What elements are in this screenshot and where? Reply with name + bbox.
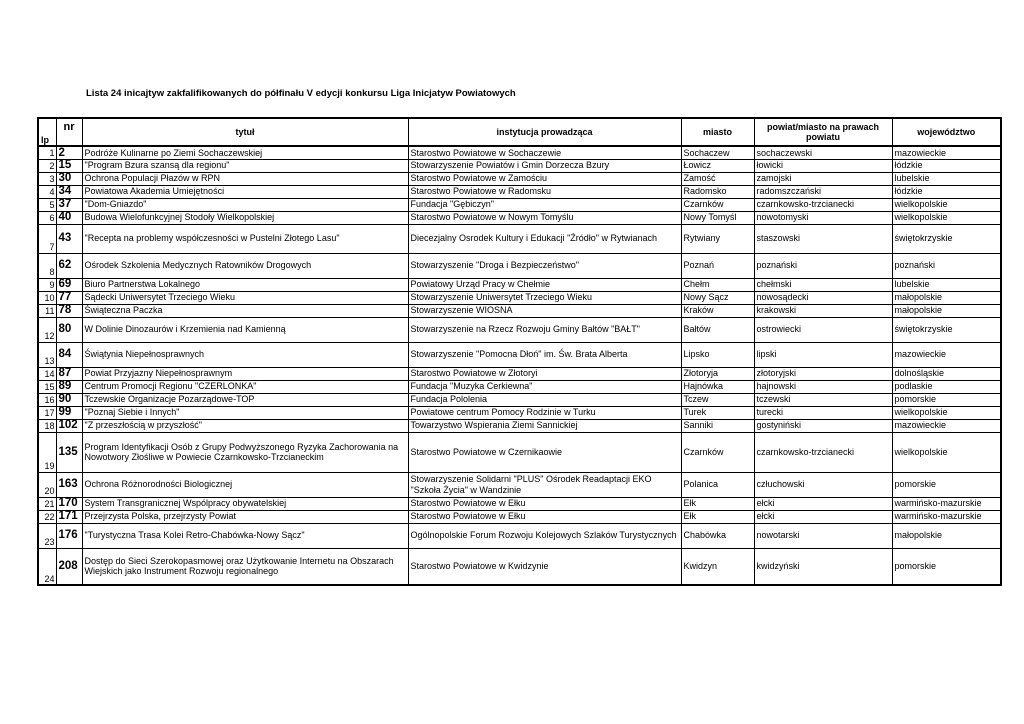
cell-nr: 2 (56, 146, 82, 159)
cell-instytucja: Stowarzyszenie "Droga i Bezpieczeństwo" (408, 253, 681, 278)
cell-instytucja: Ogólnopolskie Forum Rozwoju Kolejowych Szlaków Turystycznych (408, 523, 681, 548)
cell-powiat: nowosądecki (754, 291, 892, 304)
cell-instytucja: Fundacja "Muzyka Cerkiewna" (408, 380, 681, 393)
cell-tytul: Dostęp do Sieci Szerokopasmowej oraz Użytkowanie Internetu na Obszarach Wiejskich jako Instrument Rozwoju regionalnego (82, 548, 408, 585)
cell-lp: 5 (38, 198, 56, 211)
cell-nr: 84 (56, 342, 82, 367)
cell-nr: 99 (56, 406, 82, 419)
cell-instytucja: Stowarzyszenie WIOSNA (408, 304, 681, 317)
semifinal-list-table (37, 117, 1002, 586)
cell-instytucja: Stowarzyszenie "Pomocna Dłoń" im. Św. Brata Alberta (408, 342, 681, 367)
cell-nr: 176 (56, 523, 82, 548)
cell-tytul: Świątynia Niepełnosprawnych (82, 342, 408, 367)
cell-powiat: nowotarski (754, 523, 892, 548)
cell-nr: 43 (56, 224, 82, 253)
cell-instytucja: Starostwo Powiatowe w Złotoryi (408, 367, 681, 380)
cell-wojewodztwo: mazowieckie (892, 342, 1001, 367)
cell-powiat: łowicki (754, 159, 892, 172)
cell-lp: 12 (38, 317, 56, 342)
cell-instytucja: Starostwo Powiatowe w Ełku (408, 510, 681, 523)
cell-lp: 15 (38, 380, 56, 393)
cell-miasto: Zamość (681, 172, 754, 185)
cell-powiat: ełcki (754, 510, 892, 523)
cell-wojewodztwo: pomorskie (892, 393, 1001, 406)
header-miasto: miasto (681, 118, 754, 146)
cell-tytul: Ośrodek Szkolenia Medycznych Ratowników Drogowych (82, 253, 408, 278)
cell-miasto: Łowicz (681, 159, 754, 172)
cell-tytul: Ochrona Populacji Płazów w RPN (82, 172, 408, 185)
cell-miasto: Ełk (681, 497, 754, 510)
cell-nr: 135 (56, 432, 82, 472)
cell-lp: 7 (38, 224, 56, 253)
cell-instytucja: Stowarzyszenie Solidarni "PLUS" Ośrodek Readaptacji EKO "Szkoła Życia" w Wandzinie (408, 472, 681, 497)
cell-powiat: krakowski (754, 304, 892, 317)
cell-nr: 80 (56, 317, 82, 342)
cell-nr: 30 (56, 172, 82, 185)
cell-lp: 22 (38, 510, 56, 523)
cell-miasto: Nowy Sącz (681, 291, 754, 304)
cell-lp: 19 (38, 432, 56, 472)
cell-wojewodztwo: wielkopolskie (892, 432, 1001, 472)
cell-instytucja: Stowarzyszenie Powiatów i Gmin Dorzecza Bzury (408, 159, 681, 172)
cell-nr: 170 (56, 497, 82, 510)
cell-miasto: Rytwiany (681, 224, 754, 253)
cell-wojewodztwo: podlaskie (892, 380, 1001, 393)
cell-wojewodztwo: poznański (892, 253, 1001, 278)
cell-miasto: Hajnówka (681, 380, 754, 393)
cell-nr: 90 (56, 393, 82, 406)
cell-miasto: Lipsko (681, 342, 754, 367)
cell-powiat: chełmski (754, 278, 892, 291)
cell-powiat: zamojski (754, 172, 892, 185)
cell-tytul: Centrum Promocji Regionu "CZERLONKA" (82, 380, 408, 393)
table-row (38, 342, 1001, 367)
cell-tytul: "Turystyczna Trasa Kolei Retro-Chabówka-Nowy Sącz" (82, 523, 408, 548)
cell-tytul: "Z przeszłością w przyszłość" (82, 419, 408, 432)
table-row (38, 224, 1001, 253)
cell-powiat: nowotomyski (754, 211, 892, 224)
cell-powiat: turecki (754, 406, 892, 419)
cell-nr: 15 (56, 159, 82, 172)
cell-wojewodztwo: warmińsko-mazurskie (892, 497, 1001, 510)
cell-instytucja: Starostwo Powiatowe w Nowym Tomyślu (408, 211, 681, 224)
cell-powiat: człuchowski (754, 472, 892, 497)
cell-nr: 37 (56, 198, 82, 211)
cell-wojewodztwo: pomorskie (892, 472, 1001, 497)
cell-wojewodztwo: lubelskie (892, 172, 1001, 185)
cell-tytul: Powiatowa Akademia Umiejętności (82, 185, 408, 198)
cell-miasto: Tczew (681, 393, 754, 406)
table-row (38, 172, 1001, 185)
cell-instytucja: Fundacja "Gębiczyn" (408, 198, 681, 211)
cell-lp: 6 (38, 211, 56, 224)
cell-miasto: Poznań (681, 253, 754, 278)
cell-powiat: hajnowski (754, 380, 892, 393)
cell-lp: 1 (38, 146, 56, 159)
cell-miasto: Chełm (681, 278, 754, 291)
cell-instytucja: Starostwo Powiatowe w Ełku (408, 497, 681, 510)
cell-lp: 17 (38, 406, 56, 419)
cell-miasto: Turek (681, 406, 754, 419)
table-row (38, 432, 1001, 472)
table-row (38, 472, 1001, 497)
cell-miasto: Ełk (681, 510, 754, 523)
table-row (38, 291, 1001, 304)
table-row (38, 523, 1001, 548)
cell-lp: 3 (38, 172, 56, 185)
cell-powiat: lipski (754, 342, 892, 367)
cell-nr: 78 (56, 304, 82, 317)
table-row (38, 367, 1001, 380)
table-row (38, 278, 1001, 291)
cell-tytul: Podróże Kulinarne po Ziemi Sochaczewskiej (82, 146, 408, 159)
cell-powiat: kwidzyński (754, 548, 892, 585)
cell-lp: 9 (38, 278, 56, 291)
cell-powiat: gostyniński (754, 419, 892, 432)
cell-miasto: Kraków (681, 304, 754, 317)
cell-powiat: radomszczański (754, 185, 892, 198)
cell-tytul: Świąteczna Paczka (82, 304, 408, 317)
cell-wojewodztwo: wielkopolskie (892, 198, 1001, 211)
cell-miasto: Złotoryja (681, 367, 754, 380)
table-row (38, 317, 1001, 342)
cell-powiat: złotoryjski (754, 367, 892, 380)
cell-lp: 20 (38, 472, 56, 497)
cell-lp: 8 (38, 253, 56, 278)
cell-wojewodztwo: mazowieckie (892, 419, 1001, 432)
cell-tytul: "Poznaj Siebie i Innych" (82, 406, 408, 419)
cell-tytul: Przejrzysta Polska, przejrzysty Powiat (82, 510, 408, 523)
cell-miasto: Chabówka (681, 523, 754, 548)
cell-miasto: Sochaczew (681, 146, 754, 159)
cell-instytucja: Powiatowy Urząd Pracy w Chełmie (408, 278, 681, 291)
cell-tytul: System Transgranicznej Wspólpracy obywatelskiej (82, 497, 408, 510)
cell-nr: 69 (56, 278, 82, 291)
cell-tytul: "Recepta na problemy współczesności w Pustelni Złotego Lasu" (82, 224, 408, 253)
cell-lp: 16 (38, 393, 56, 406)
cell-tytul: Budowa Wielofunkcyjnej Stodoły Wielkopolskiej (82, 211, 408, 224)
cell-wojewodztwo: łódzkie (892, 159, 1001, 172)
cell-powiat: ełcki (754, 497, 892, 510)
cell-lp: 14 (38, 367, 56, 380)
cell-miasto: Czarnków (681, 198, 754, 211)
cell-miasto: Czarnków (681, 432, 754, 472)
table-row (38, 380, 1001, 393)
table-row (38, 253, 1001, 278)
cell-powiat: ostrowiecki (754, 317, 892, 342)
cell-nr: 87 (56, 367, 82, 380)
table-row (38, 185, 1001, 198)
table-row (38, 406, 1001, 419)
cell-tytul: Biuro Partnerstwa Lokalnego (82, 278, 408, 291)
cell-lp: 11 (38, 304, 56, 317)
cell-tytul: Tczewskie Organizacje Pozarządowe-TOP (82, 393, 408, 406)
header-row (38, 118, 1001, 146)
cell-instytucja: Stowarzyszenie Uniwersytet Trzeciego Wieku (408, 291, 681, 304)
cell-wojewodztwo: warmińsko-mazurskie (892, 510, 1001, 523)
cell-powiat: poznański (754, 253, 892, 278)
table-row (38, 211, 1001, 224)
cell-lp: 21 (38, 497, 56, 510)
cell-tytul: Powiat Przyjazny Niepełnosprawnym (82, 367, 408, 380)
cell-tytul: "Dom-Gniazdo" (82, 198, 408, 211)
header-wojewodztwo: województwo (892, 118, 1001, 146)
cell-wojewodztwo: małopolskie (892, 523, 1001, 548)
cell-nr: 102 (56, 419, 82, 432)
cell-wojewodztwo: małopolskie (892, 304, 1001, 317)
cell-miasto: Polanica (681, 472, 754, 497)
cell-instytucja: Diecezjalny Osrodek Kultury i Edukacji "Źródło" w Rytwianach (408, 224, 681, 253)
header-lp: lp (38, 118, 56, 146)
cell-powiat: sochaczewski (754, 146, 892, 159)
cell-nr: 40 (56, 211, 82, 224)
cell-powiat: czarnkowsko-trzcianecki (754, 198, 892, 211)
cell-instytucja: Towarzystwo Wspierania Ziemi Sannickiej (408, 419, 681, 432)
table-body (38, 146, 1001, 585)
cell-nr: 163 (56, 472, 82, 497)
cell-wojewodztwo: świętokrzyskie (892, 224, 1001, 253)
table-row (38, 198, 1001, 211)
table-row (38, 419, 1001, 432)
cell-wojewodztwo: wielkopolskie (892, 211, 1001, 224)
cell-instytucja: Powiatowe centrum Pomocy Rodzinie w Turku (408, 406, 681, 419)
cell-lp: 18 (38, 419, 56, 432)
cell-powiat: staszowski (754, 224, 892, 253)
cell-wojewodztwo: pomorskie (892, 548, 1001, 585)
cell-nr: 208 (56, 548, 82, 585)
cell-tytul: Sądecki Uniwersytet Trzeciego Wieku (82, 291, 408, 304)
cell-wojewodztwo: małopolskie (892, 291, 1001, 304)
header-tytul: tytuł (82, 118, 408, 146)
cell-tytul: W Dolinie Dinozaurów i Krzemienia nad Kamienną (82, 317, 408, 342)
cell-miasto: Sanniki (681, 419, 754, 432)
cell-instytucja: Starostwo Powiatowe w Radomsku (408, 185, 681, 198)
table-row (38, 497, 1001, 510)
cell-tytul: "Program Bzura szansą dla regionu" (82, 159, 408, 172)
table-row (38, 510, 1001, 523)
cell-wojewodztwo: mazowieckie (892, 146, 1001, 159)
cell-lp: 2 (38, 159, 56, 172)
cell-lp: 23 (38, 523, 56, 548)
cell-miasto: Bałtów (681, 317, 754, 342)
cell-wojewodztwo: wielkopolskie (892, 406, 1001, 419)
cell-tytul: Program Identyfikacji Osób z Grupy Podwyższonego Ryzyka Zachorowania na Nowotwory Złośliwe w Powiecie Czarnkowsko-Trzcianeckim (82, 432, 408, 472)
header-instytucja: instytucja prowadząca (408, 118, 681, 146)
table-row (38, 304, 1001, 317)
cell-lp: 24 (38, 548, 56, 585)
cell-tytul: Ochrona Różnorodności Biologicznej (82, 472, 408, 497)
table-row (38, 146, 1001, 159)
cell-nr: 89 (56, 380, 82, 393)
cell-instytucja: Stowarzyszenie na Rzecz Rozwoju Gminy Bałtów "BAŁT" (408, 317, 681, 342)
cell-powiat: tczewski (754, 393, 892, 406)
cell-lp: 10 (38, 291, 56, 304)
header-powiat: powiat/miasto na prawach powiatu (754, 118, 892, 146)
cell-wojewodztwo: lubelskie (892, 278, 1001, 291)
cell-wojewodztwo: świętokrzyskie (892, 317, 1001, 342)
page-title: Lista 24 inicajtyw zakfalifikowanych do półfinału V edycji konkursu Liga Inicjatyw Powiatowych (86, 88, 516, 99)
cell-wojewodztwo: łódzkie (892, 185, 1001, 198)
cell-lp: 13 (38, 342, 56, 367)
cell-instytucja: Starostwo Powiatowe w Czernikaowie (408, 432, 681, 472)
table-row (38, 393, 1001, 406)
cell-instytucja: Fundacja Pololenia (408, 393, 681, 406)
cell-nr: 171 (56, 510, 82, 523)
cell-wojewodztwo: dolnośląskie (892, 367, 1001, 380)
cell-instytucja: Starostwo Powiatowe w Kwidzynie (408, 548, 681, 585)
cell-miasto: Nowy Tomyśl (681, 211, 754, 224)
cell-instytucja: Starostwo Powiatowe w Sochaczewie (408, 146, 681, 159)
cell-lp: 4 (38, 185, 56, 198)
cell-instytucja: Starostwo Powiatowe w Zamościu (408, 172, 681, 185)
cell-nr: 62 (56, 253, 82, 278)
header-nr: nr (56, 118, 82, 146)
cell-powiat: czarnkowsko-trzcianecki (754, 432, 892, 472)
cell-miasto: Kwidzyn (681, 548, 754, 585)
cell-miasto: Radomsko (681, 185, 754, 198)
cell-nr: 34 (56, 185, 82, 198)
table-row (38, 159, 1001, 172)
table-row (38, 548, 1001, 585)
cell-nr: 77 (56, 291, 82, 304)
